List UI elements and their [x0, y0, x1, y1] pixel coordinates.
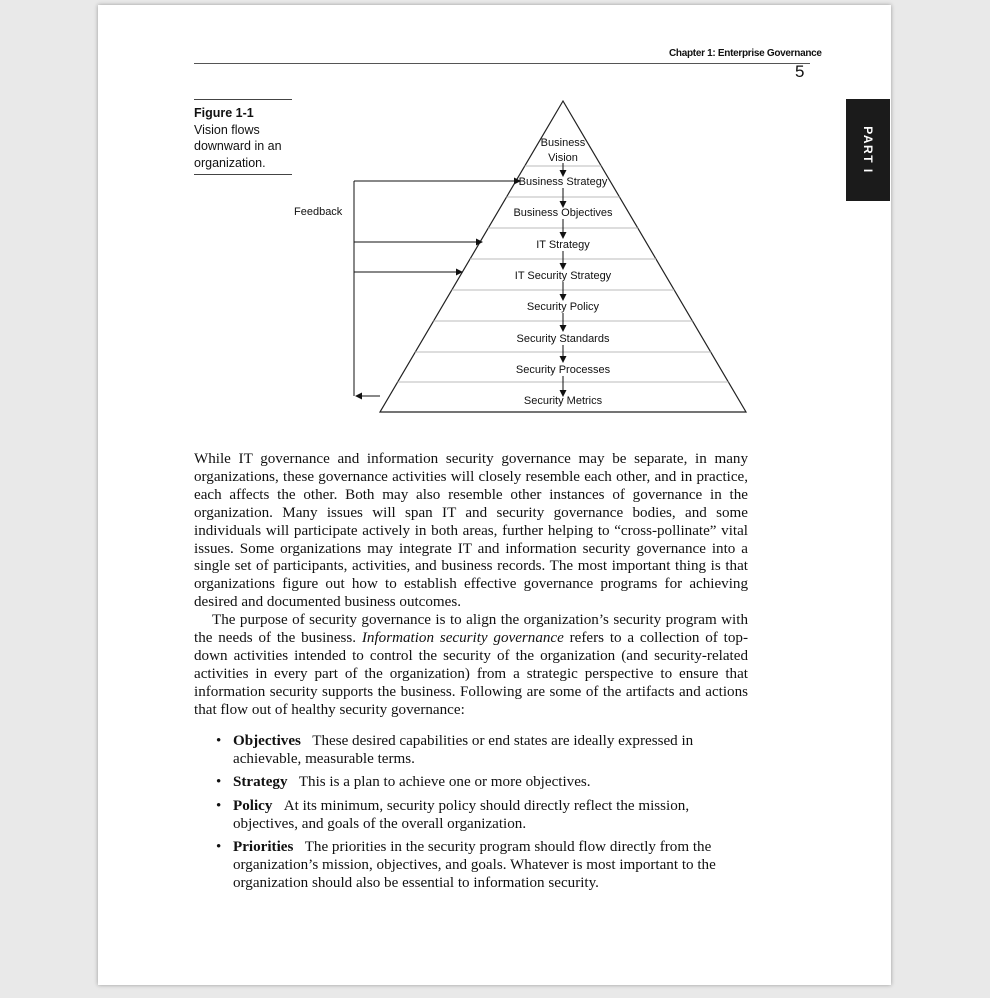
figure-label: Figure 1-1 — [194, 106, 254, 120]
bullet-term: Priorities — [233, 839, 294, 856]
bullet-dot-icon: • — [216, 797, 222, 814]
bullet-dot-icon: • — [216, 774, 222, 791]
feedback-label: Feedback — [294, 206, 343, 218]
pyramid-level-label: Security Policy — [526, 301, 600, 313]
pyramid-level-label: IT Security Strategy — [514, 270, 612, 282]
bullet-text: The priorities in the security program should flow directly from the organization’s mission, objectives, and goals. Whatever is most important to the organization should also be essential to information security. — [233, 839, 716, 891]
running-head: Chapter 1: Enterprise Governance — [669, 48, 822, 59]
bullet-dot-icon: • — [216, 839, 222, 856]
apex-label-line: Vision — [548, 152, 578, 164]
pyramid-level-label: Business Strategy — [518, 176, 608, 188]
bullet-term: Strategy — [233, 774, 288, 791]
page-number: 5 — [795, 62, 805, 81]
list-item — [216, 774, 726, 792]
paragraph-2-term: Information security governance — [361, 630, 564, 647]
paragraph-2-end: refers to a collection of top-down activities intended to control the security of the organization (and security-related activities in every part of the organization) from a strategic perspective to ensure that information security supports the business. Following are some of the artifacts and actions that flow out of healthy security governance: — [194, 630, 748, 718]
bullet-text: These desired capabilities or end states are ideally expressed in achievable, measurable terms. — [233, 733, 694, 767]
list-item — [216, 733, 726, 769]
pyramid — [380, 101, 746, 412]
paragraph-2-start: The purpose of security governance is to align the organization’s security program with the needs of the business. — [194, 612, 748, 647]
list-item — [216, 798, 726, 834]
paragraph-1: While IT governance and information security governance may be separate, in many organizations, these governance activities will closely resemble each other, and in practice, each affects the other. Both may also resemble other instances of governance in the organization. Many issues will span IT and security governance bodies, and some individuals will participate actively in both areas, further helping to “cross-pollinate” vital issues. Some organizations may integrate IT and information security governance into a single set of participants, activities, and business records. The most important thing is that organizations figure out how to establish effective governance programs for achieving desired and documented business outcomes. — [194, 451, 748, 611]
apex-label-line: Business — [540, 137, 586, 149]
bullet-text: At its minimum, security policy should directly reflect the mission, objectives, and goals of the overall organization. — [233, 797, 690, 832]
list-item — [216, 839, 726, 893]
bullet-term: Objectives — [233, 733, 301, 749]
bullet-term: Policy — [233, 797, 273, 814]
bullet-dot-icon: • — [216, 733, 222, 749]
pyramid-level-label: Business Objectives — [513, 207, 613, 219]
paragraph-2 — [194, 612, 748, 719]
bullet-text: This is a plan to achieve one or more objectives. — [298, 774, 591, 791]
pyramid-level-label: IT Strategy — [536, 239, 590, 251]
pyramid-level-label: Security Standards — [516, 333, 610, 345]
pyramid-level-label: Security Processes — [515, 364, 611, 376]
bullet-list — [216, 733, 726, 898]
figure-caption-text: Vision flows downward in an organization. — [194, 122, 282, 170]
body-text — [194, 451, 748, 720]
pyramid-level-label: Security Metrics — [523, 395, 603, 407]
part-tab-label: PART I — [861, 126, 875, 174]
